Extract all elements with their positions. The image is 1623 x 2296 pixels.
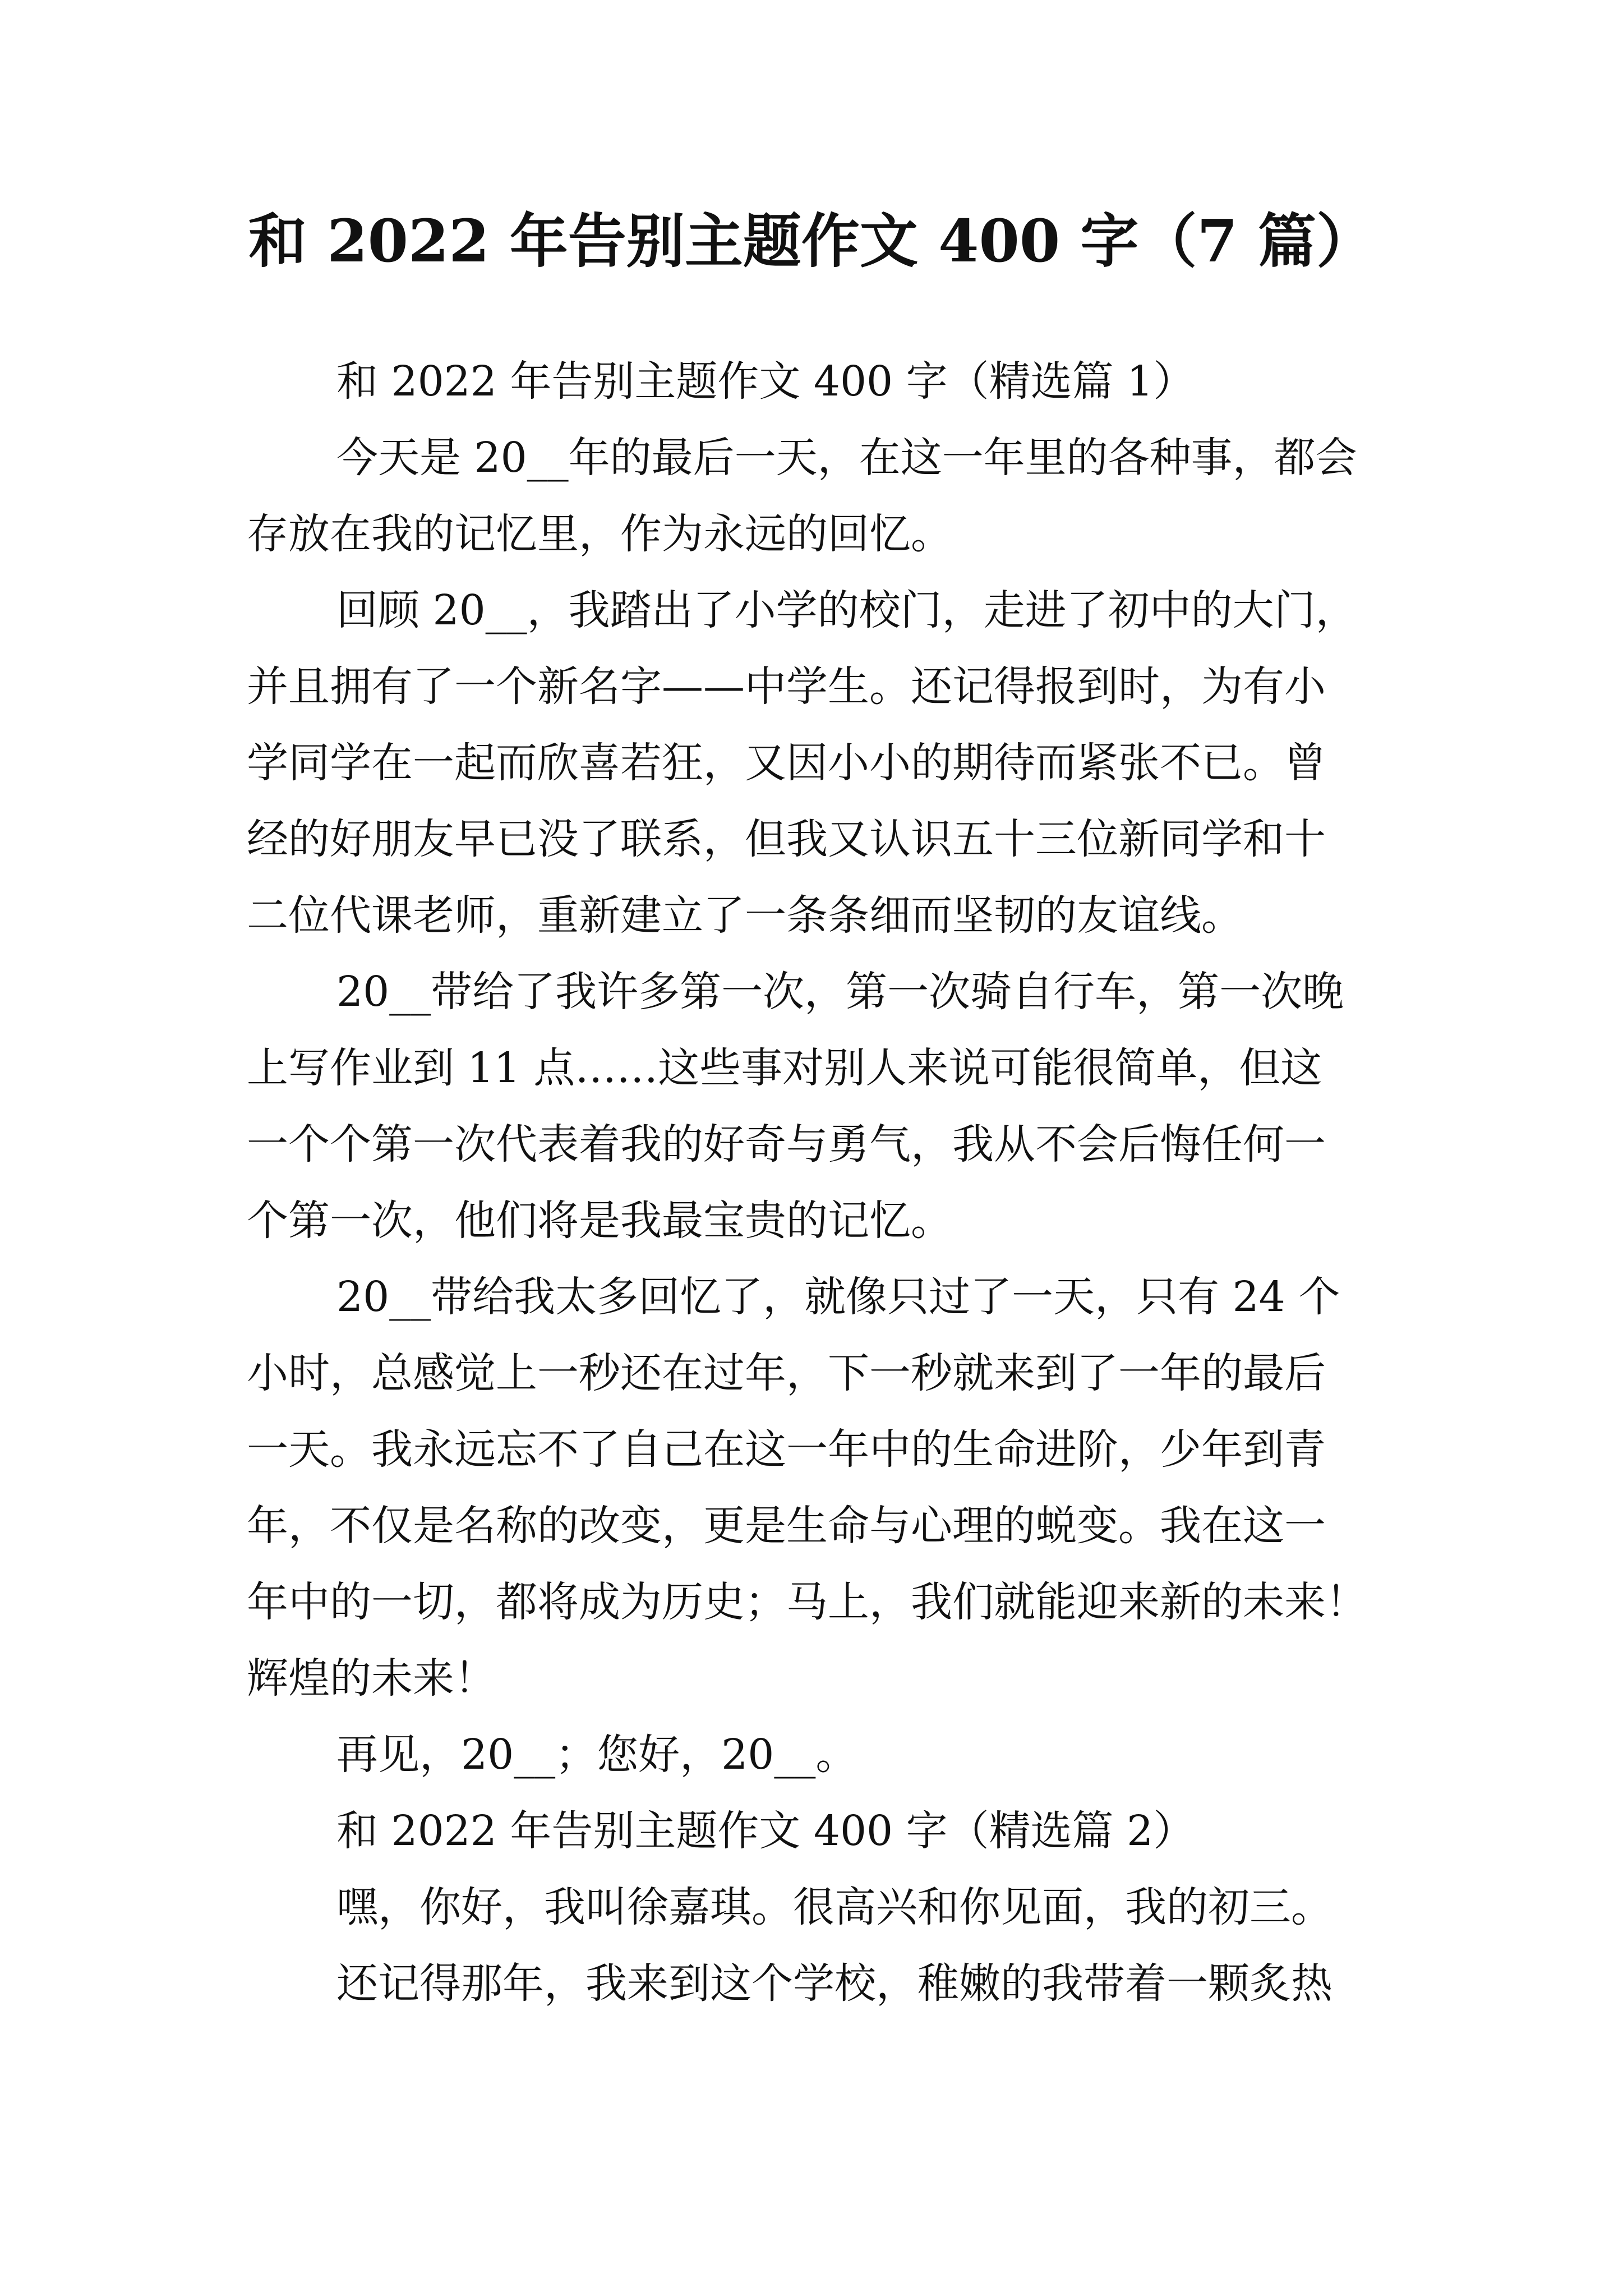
text-line: 经的好朋友早已没了联系，但我又认识五十三位新同学和十 [247, 815, 1326, 863]
text-line: 20__带给我太多回忆了，就像只过了一天，只有 24 个 [336, 1273, 1340, 1321]
text-line: 上写作业到 11 点……这些事对别人来说可能很简单，但这 [247, 1044, 1322, 1092]
text-line: 个第一次，他们将是我最宝贵的记忆。 [247, 1197, 952, 1245]
text-line: 嘿，你好，我叫徐嘉琪。很高兴和你见面，我的初三。 [336, 1883, 1332, 1931]
text-line: 和 2022 年告别主题作文 400 字（精选篇 2） [336, 1807, 1195, 1855]
text-line: 一天。我永远忘不了自己在这一年中的生命进阶，少年到青 [247, 1425, 1326, 1474]
document-title: 和 2022 年告别主题作文 400 字（7 篇） [248, 206, 1375, 275]
text-line: 并且拥有了一个新名字——中学生。还记得报到时，为有小 [247, 662, 1326, 711]
document-body [247, 343, 1402, 2022]
text-line: 学同学在一起而欣喜若狂，又因小小的期待而紧张不已。曾 [247, 739, 1326, 787]
text-line: 20__带给了我许多第一次，第一次骑自行车，第一次晚 [336, 968, 1344, 1016]
text-line: 辉煌的未来！ [247, 1654, 496, 1703]
text-line: 回顾 20__，我踏出了小学的校门，走进了初中的大门， [336, 586, 1357, 634]
text-line: 存放在我的记忆里，作为永远的回忆。 [247, 510, 952, 558]
text-line: 一个个第一次代表着我的好奇与勇气，我从不会后悔任何一 [247, 1120, 1326, 1168]
text-line: 今天是 20__年的最后一天，在这一年里的各种事，都会 [336, 434, 1357, 482]
text-line: 年，不仅是名称的改变，更是生命与心理的蜕变。我在这一 [247, 1502, 1326, 1550]
text-line: 小时，总感觉上一秒还在过年，下一秒就来到了一年的最后 [247, 1349, 1326, 1397]
text-line: 还记得那年，我来到这个学校，稚嫩的我带着一颗炙热 [336, 1959, 1332, 2008]
text-line: 和 2022 年告别主题作文 400 字（精选篇 1） [336, 357, 1195, 406]
text-line: 年中的一切，都将成为历史；马上，我们就能迎来新的未来！ [247, 1578, 1367, 1626]
text-line: 再见，20__；您好，20__。 [336, 1731, 857, 1779]
text-line: 二位代课老师，重新建立了一条条细而坚韧的友谊线。 [247, 891, 1243, 940]
